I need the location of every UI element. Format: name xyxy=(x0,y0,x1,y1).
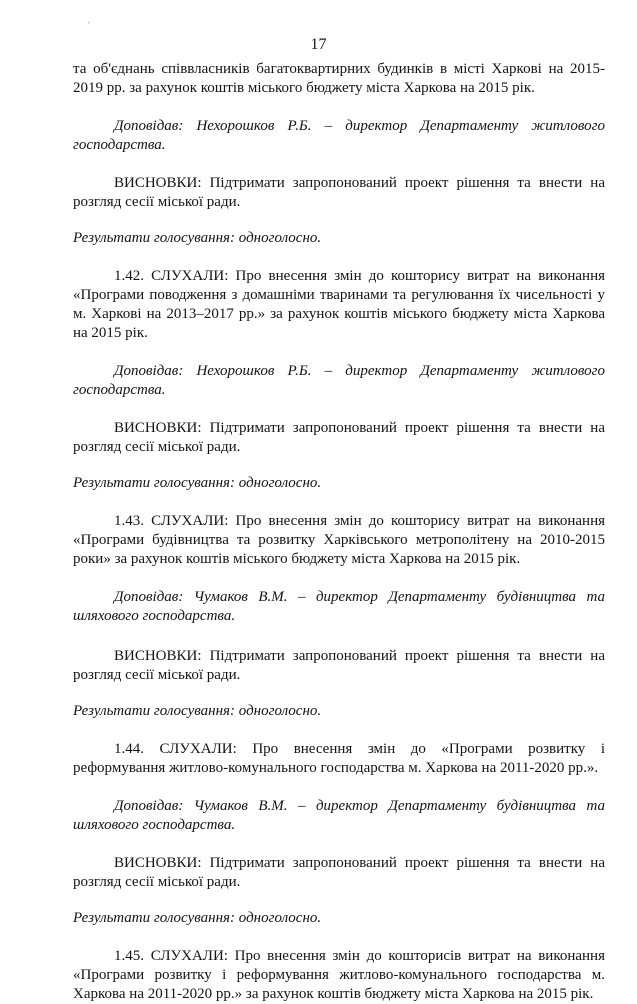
speaker-line: Доповідав: Чумаков В.М. – директор Департаменту будівництва та шляхового господарства. xyxy=(73,798,605,833)
agenda-item-1-45: 1.45. СЛУХАЛИ: Про внесення змін до кошторисів витрат на виконання «Програми розвитку і реформування житлово-комунального господарства м. Харкова на 2011-2020 рр.» за рахунок коштів бюджету міста Харкова на 2015 рік. xyxy=(73,948,605,1002)
speaker-line: Доповідав: Чумаков В.М. – директор Департаменту будівництва та шляхового господарства. xyxy=(73,589,605,624)
conclusion: ВИСНОВКИ: Підтримати запропонований проект рішення та внести на розгляд сесії міської ради. xyxy=(73,420,605,455)
voting-result: Результати голосування: одноголосно. xyxy=(73,475,322,491)
page-number: 17 xyxy=(310,36,327,53)
agenda-item-1-44: 1.44. СЛУХАЛИ: Про внесення змін до «Програми розвитку і реформування житлово-комунального господарства м. Харкова на 2011-2020 рр.». xyxy=(73,741,605,776)
conclusion: ВИСНОВКИ: Підтримати запропонований проект рішення та внести на розгляд сесії міської ради. xyxy=(73,855,605,890)
agenda-item-1-43: 1.43. СЛУХАЛИ: Про внесення змін до кошторису витрат на виконання «Програми будівництва та розвитку Харківського метрополітену на 2010-2015 роки» за рахунок коштів міського бюджету міста Харкова на 2015 рік. xyxy=(73,513,605,567)
voting-result: Результати голосування: одноголосно. xyxy=(73,910,322,926)
speaker-line: Доповідав: Нехорошков Р.Б. – директор Департаменту житлового господарства. xyxy=(73,363,605,398)
conclusion: ВИСНОВКИ: Підтримати запропонований проект рішення та внести на розгляд сесії міської ради. xyxy=(73,648,605,683)
speaker-line: Доповідав: Нехорошков Р.Б. – директор Департаменту житлового господарства. xyxy=(73,118,605,153)
corner-mark: ' xyxy=(88,20,90,30)
voting-result: Результати голосування: одноголосно. xyxy=(73,230,322,246)
voting-result: Результати голосування: одноголосно. xyxy=(73,703,322,719)
paragraph-continuation: та об'єднань співвласників багатоквартирних будинків в місті Харкові на 2015-2019 рр. за рахунок коштів міського бюджету міста Харкова на 2015 рік. xyxy=(73,61,605,96)
conclusion: ВИСНОВКИ: Підтримати запропонований проект рішення та внести на розгляд сесії міської ради. xyxy=(73,175,605,210)
agenda-item-1-42: 1.42. СЛУХАЛИ: Про внесення змін до кошторису витрат на виконання «Програми поводження з домашніми тваринами та регулювання їх чисельності у м. Харкові на 2013–2017 рр.» за рахунок коштів міського бюджету міста Харкова на 2015 рік. xyxy=(73,268,605,341)
document-body xyxy=(73,60,605,1004)
